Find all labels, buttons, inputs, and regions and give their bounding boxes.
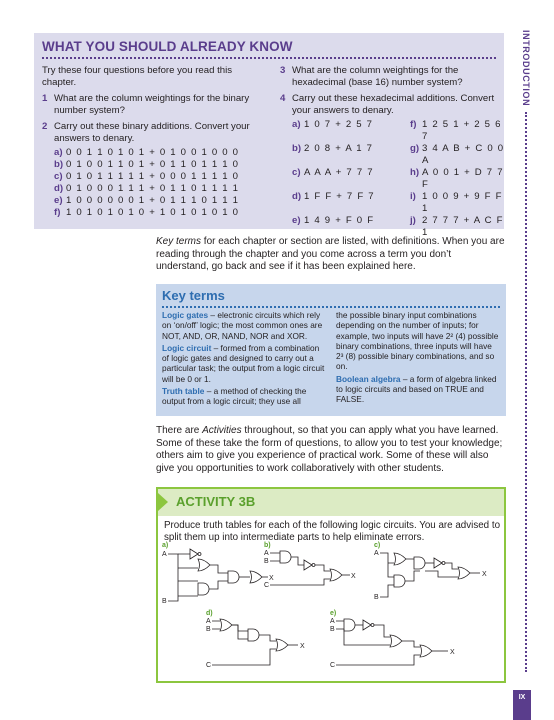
paragraph-text: throughout, so that you can apply what you have learned. Some of these take the form of questions, to allow you to test your knowledge; others aim to give you experience of practical work. Some of these will also give you opportunities to work collaboratively with other students. (156, 425, 503, 474)
question-3 (280, 65, 498, 89)
key-term-entry (162, 343, 326, 384)
list-item (410, 143, 510, 167)
wysak-left-column (42, 65, 264, 219)
input-label: A (162, 551, 167, 558)
input-label: C (330, 662, 336, 669)
list-item (410, 167, 510, 191)
circuit-e (330, 610, 455, 669)
question-text: Carry out these hexadecimal additions. Convert your answers to denary. (292, 93, 495, 116)
question-2 (42, 121, 264, 145)
input-label: B (162, 598, 167, 605)
item-value: 0 1 0 0 1 1 0 1 + 0 1 1 0 1 1 1 0 (66, 159, 240, 170)
item-label: d) (54, 183, 64, 194)
input-label: C (264, 582, 270, 589)
item-value: 1 2 5 1 + 2 5 6 7 (422, 119, 502, 142)
input-label: A (264, 550, 269, 557)
key-term: Logic circuit (162, 342, 212, 353)
circuit-label: c) (374, 542, 381, 549)
input-label: A (330, 618, 335, 625)
list-item (410, 191, 510, 215)
key-term: Truth table (162, 386, 205, 397)
question-number: 1 (42, 93, 48, 104)
arrow-icon (158, 493, 168, 511)
wysak-right-column (280, 65, 505, 239)
side-dotted-rule (525, 112, 527, 672)
key-terms-left-column (162, 310, 326, 409)
item-value: 1 4 9 + F 0 F (304, 215, 375, 226)
item-value: 2 0 8 + A 1 7 (304, 143, 374, 154)
item-label: f) (54, 207, 61, 218)
circuit-label: e) (330, 610, 337, 617)
item-value: 1 0 7 + 2 5 7 (304, 119, 374, 130)
emphasis-text: Key terms (156, 236, 202, 247)
list-item (292, 167, 410, 191)
question-number: 4 (280, 93, 286, 104)
question-number: 3 (280, 65, 286, 76)
list-item (54, 207, 264, 219)
key-terms-box (156, 284, 506, 416)
item-label: f) (410, 119, 417, 130)
page-number: IX (518, 694, 526, 701)
key-term: Boolean algebra (336, 373, 401, 384)
question-4 (280, 93, 498, 117)
wysak-title: WHAT YOU SHOULD ALREADY KNOW (42, 39, 293, 54)
item-value: 1 0 1 0 1 0 1 0 + 1 0 1 0 1 0 1 0 (66, 207, 240, 218)
key-term: Logic gates (162, 310, 209, 320)
paragraph-text: for each chapter or section are listed, with definitions. When you are reading through the chapter and you come across a term you don’t understand, go back and see if it has been explained here. (156, 236, 505, 273)
key-term-definition: – formed from a combination of logic gates and designed to carry out a particular task; the output from a logic circuit will be 0 or 1. (162, 342, 325, 384)
what-you-should-already-know-box (34, 33, 505, 238)
input-label: A (374, 550, 379, 557)
circuit-label: a) (162, 542, 169, 549)
hex-additions-list (292, 119, 505, 239)
circuit-b (264, 542, 356, 589)
logic-circuit-diagrams (158, 541, 504, 681)
key-term-definition: – a form of algebra linked to logic circuits and based on TRUE and FALSE. (336, 373, 497, 405)
question-text: Carry out these binary additions. Convert your answers to denary. (54, 121, 250, 144)
output-label: X (269, 575, 274, 582)
input-label: B (374, 594, 379, 601)
question-text: What are the column weightings for the binary number system? (54, 93, 250, 116)
key-term-entry (162, 386, 326, 407)
item-label: i) (410, 191, 416, 202)
key-term-entry (162, 310, 326, 341)
question-number: 2 (42, 121, 48, 132)
input-label: A (206, 618, 211, 625)
circuit-d (206, 610, 305, 669)
item-label: h) (410, 167, 420, 178)
item-label: b) (54, 159, 64, 170)
item-value: 0 0 1 1 0 1 0 1 + 0 1 0 0 1 0 0 0 (66, 147, 240, 158)
item-label: a) (292, 119, 301, 130)
list-item (54, 159, 264, 171)
item-label: c) (54, 171, 63, 182)
activity-box (156, 487, 506, 683)
binary-additions-list (42, 147, 264, 219)
section-side-label: INTRODUCTION (521, 30, 531, 107)
list-item (292, 119, 410, 143)
list-item (54, 171, 264, 183)
item-label: e) (54, 195, 63, 206)
activity-header (158, 489, 504, 516)
item-value: 0 1 0 0 0 1 1 1 + 0 1 1 0 1 1 1 1 (66, 183, 240, 194)
key-term-definition: – a method of checking the output from a logic circuit; they use all (162, 386, 307, 407)
list-item (292, 191, 410, 215)
input-label: B (264, 558, 269, 565)
divider (42, 57, 496, 59)
item-value: 3 4 A B + C 0 0 A (422, 143, 505, 166)
input-label: C (206, 662, 212, 669)
item-label: d) (292, 191, 302, 202)
emphasis-text: Activities (202, 425, 242, 436)
list-item (54, 183, 264, 195)
item-label: e) (292, 215, 301, 226)
item-value: 1 F F + 7 F 7 (304, 191, 375, 202)
paragraph-text: There are (156, 425, 203, 436)
item-value: 1 0 0 9 + 9 F F 1 (422, 191, 503, 214)
question-1 (42, 93, 264, 117)
item-label: g) (410, 143, 420, 154)
input-label: B (206, 626, 211, 633)
item-value: 2 7 7 7 + A C F 1 (422, 215, 504, 238)
circuit-c (374, 542, 487, 601)
key-term-continuation: the possible binary input combinations depending on the number of inputs; for example, two inputs will have 2² (4) possible binary combinations, three inputs will have 2³ (8) possible binary combinations, and so on. (336, 310, 499, 372)
question-text: What are the column weightings for the hexadecimal (base 16) number system? (292, 65, 463, 88)
key-terms-title: Key terms (162, 288, 225, 303)
circuit-label: d) (206, 610, 213, 617)
item-label: a) (54, 147, 63, 158)
item-label: b) (292, 143, 302, 154)
item-label: c) (292, 167, 301, 178)
key-term-definition: – electronic circuits which rely on ‘on/off’ logic; the most common ones are NOT, AND, OR, NAND, NOR and XOR. (162, 310, 323, 341)
item-label: j) (410, 215, 416, 226)
key-terms-right-column (336, 310, 500, 407)
key-term-entry (336, 374, 500, 405)
activities-paragraph (156, 425, 506, 475)
activity-instructions: Produce truth tables for each of the following logic circuits. You are advised to split them up into intermediate parts to help eliminate errors. (164, 520, 501, 543)
item-value: 0 1 0 1 1 1 1 1 + 0 0 0 1 1 1 1 0 (66, 171, 240, 182)
list-item (292, 143, 410, 167)
output-label: X (450, 649, 455, 656)
list-item (410, 119, 510, 143)
list-item (54, 147, 264, 159)
input-label: B (330, 626, 335, 633)
item-value: A A A + 7 7 7 (304, 167, 374, 178)
item-value: A 0 0 1 + D 7 7 F (422, 167, 504, 190)
circuit-a (162, 542, 274, 605)
circuit-label: b) (264, 542, 271, 549)
activity-title: ACTIVITY 3B (176, 494, 256, 509)
divider (162, 306, 500, 308)
output-label: X (482, 571, 487, 578)
output-label: X (351, 573, 356, 580)
item-value: 1 0 0 0 0 0 0 1 + 0 1 1 1 0 1 1 1 (66, 195, 240, 206)
list-item (54, 195, 264, 207)
output-label: X (300, 643, 305, 650)
wysak-intro: Try these four questions before you read this chapter. (42, 65, 233, 88)
key-terms-intro-paragraph (156, 236, 506, 274)
